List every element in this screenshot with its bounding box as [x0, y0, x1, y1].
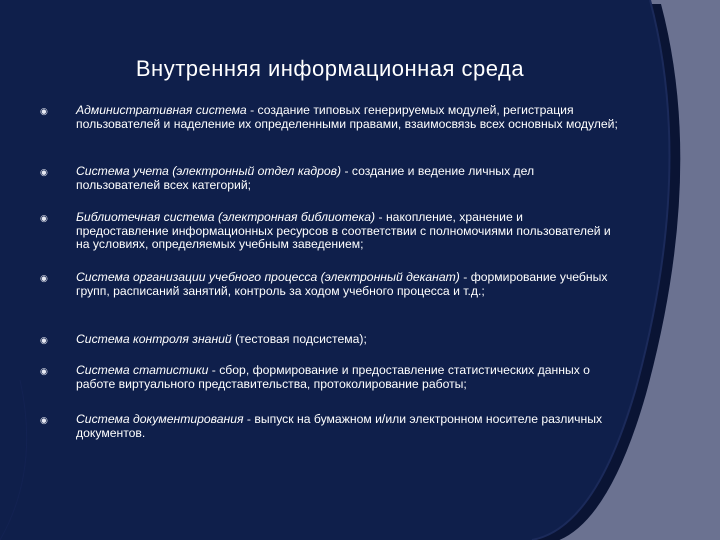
target-bullet-icon: ◉: [40, 107, 48, 117]
item-text: [76, 165, 618, 192]
item-description: - создание типовых генерируемых модулей, регистрация пользователей и наделение их определенными правами, взаимосвязь всех основных модулей;: [76, 103, 618, 131]
item-term: Административная система: [76, 103, 247, 117]
item-text: [76, 271, 618, 298]
slide-title: Внутренняя информационная среда: [135, 56, 525, 81]
item-text: [76, 211, 618, 252]
target-bullet-icon: ◉: [40, 214, 48, 224]
item-description: - сбор, формирование и предоставление статистических данных о работе виртуального представительства, протоколирование работы;: [76, 363, 590, 391]
list-item: [38, 413, 618, 440]
item-description: - формирование учебных групп, расписаний занятий, контроль за ходом учебного процесса и т.д.;: [76, 270, 608, 298]
item-term: Система статистики: [76, 363, 209, 377]
item-term: Система учета (электронный отдел кадров): [76, 164, 342, 178]
item-term: Система организации учебного процесса (электронный деканат): [76, 270, 460, 284]
item-term: Библиотечная система (электронная библиотека): [76, 210, 376, 224]
list-item: [38, 364, 618, 391]
item-description: - выпуск на бумажном и/или электронном носителе различных документов.: [76, 412, 603, 440]
target-bullet-icon: ◉: [40, 416, 48, 426]
item-text: [76, 413, 618, 440]
list-item: [38, 211, 618, 252]
item-text: [76, 333, 367, 347]
item-term: Система документирования: [76, 412, 244, 426]
item-description: - накопление, хранение и предоставление информационных ресурсов в соответствии с полномочиями пользователей и на условиях, определяемых учебным заведением;: [76, 210, 611, 252]
item-text: [76, 104, 618, 131]
item-text: [76, 364, 618, 391]
list-item: [38, 271, 618, 298]
list-item: [38, 104, 618, 131]
list-item: [38, 165, 618, 192]
target-bullet-icon: ◉: [40, 367, 48, 377]
target-bullet-icon: ◉: [40, 336, 48, 346]
item-description: - создание и ведение личных дел пользователей всех категорий;: [76, 164, 535, 192]
list-item: [38, 333, 618, 347]
target-bullet-icon: ◉: [40, 168, 48, 178]
item-description: (тестовая подсистема);: [231, 332, 367, 346]
target-bullet-icon: ◉: [40, 274, 48, 284]
item-term: Система контроля знаний: [76, 332, 232, 346]
